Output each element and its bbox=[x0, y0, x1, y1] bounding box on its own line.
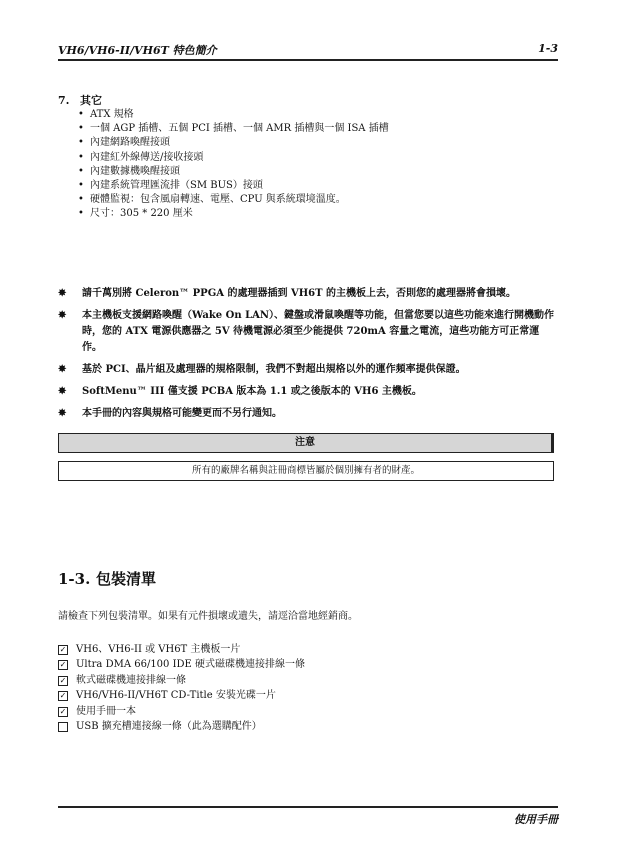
notice-title: 注意 bbox=[58, 433, 554, 453]
feature-item: • ATX 規格 bbox=[78, 108, 389, 122]
packing-item-text: USB 擴充槽連接線一條（此為選購配件） bbox=[76, 721, 262, 733]
asterisk-icon: ✸ bbox=[58, 310, 67, 321]
note-text: 本手冊的內容與規格可能變更而不另行通知。 bbox=[82, 408, 282, 419]
section-1-3-title: 包裝清單 bbox=[96, 570, 157, 588]
section-7-heading bbox=[58, 92, 102, 108]
packing-item-text: VH6、VH6-II 或 VH6T 主機板一片 bbox=[76, 644, 241, 655]
note-item bbox=[58, 406, 558, 422]
checked-box-icon: ✓ bbox=[59, 645, 67, 654]
packing-item bbox=[58, 704, 305, 719]
packing-item bbox=[58, 642, 305, 657]
notes-list bbox=[58, 286, 558, 428]
checked-box-icon: ✓ bbox=[59, 675, 67, 685]
feature-list bbox=[78, 108, 389, 222]
packing-item-text: Ultra DMA 66/100 IDE 硬式磁碟機連接排線一條 bbox=[76, 659, 306, 671]
packing-item bbox=[58, 673, 305, 688]
section-7-title: 其它 bbox=[80, 94, 102, 107]
note-text: 請千萬別將 Celeron™ PPGA 的處理器插到 VH6T 的主機板上去，否則您的處理器將會損壞。 bbox=[82, 288, 517, 299]
header-title: VH6/VH6-II/VH6T 特色簡介 bbox=[58, 44, 217, 57]
checked-box-icon: ✓ bbox=[59, 691, 67, 701]
packing-item-text: 軟式磁碟機連接排線一條 bbox=[76, 674, 186, 686]
section-1-3-heading bbox=[58, 568, 156, 589]
asterisk-icon: ✸ bbox=[58, 364, 67, 375]
asterisk-icon: ✸ bbox=[58, 408, 67, 419]
notice-box bbox=[58, 433, 554, 481]
packing-intro: 請檢查下列包裝清單。如果有元件損壞或遺失，請逕洽當地經銷商。 bbox=[58, 611, 358, 622]
footer-rule bbox=[58, 806, 558, 808]
feature-item: • 尺寸：305 * 220 厘米 bbox=[78, 207, 389, 221]
packing-list bbox=[58, 642, 305, 734]
asterisk-icon: ✸ bbox=[58, 386, 67, 397]
feature-item: • 一個 AGP 插槽、五個 PCI 插槽、一個 AMR 插槽與一個 ISA 插槽 bbox=[78, 122, 389, 136]
note-text: SoftMenu™ III 僅支援 PCBA 版本為 1.1 或之後版本的 VH6 主機板。 bbox=[82, 386, 422, 397]
checked-box-icon: ✓ bbox=[59, 660, 67, 670]
note-item bbox=[58, 286, 558, 302]
header-rule bbox=[58, 59, 558, 61]
packing-item bbox=[58, 657, 305, 672]
section-7-number: 7. bbox=[58, 94, 70, 107]
note-text: 基於 PCI、晶片組及處理器的規格限制，我們不對超出規格以外的運作頻率提供保證。 bbox=[82, 364, 466, 375]
checked-box-icon: ✓ bbox=[59, 706, 67, 716]
packing-item bbox=[58, 688, 305, 703]
feature-item: • 內建網路喚醒接頭 bbox=[78, 136, 389, 150]
asterisk-icon: ✸ bbox=[58, 288, 67, 299]
packing-item bbox=[58, 719, 305, 734]
note-item bbox=[58, 384, 558, 400]
feature-item: • 硬體監視：包含風扇轉速、電壓、CPU 與系統環境溫度。 bbox=[78, 193, 389, 207]
page-header bbox=[58, 42, 558, 58]
note-item bbox=[58, 362, 558, 378]
page-number: 1-3 bbox=[538, 42, 558, 55]
packing-item-text: 使用手冊一本 bbox=[76, 705, 136, 717]
footer-text: 使用手冊 bbox=[514, 813, 558, 826]
packing-item-text: VH6/VH6-II/VH6T CD-Title 安裝光碟一片 bbox=[76, 690, 276, 702]
notice-text: 所有的廠牌名稱與註冊商標皆屬於個別擁有者的財產。 bbox=[58, 461, 554, 481]
feature-item: • 內建紅外線傳送/接收接頭 bbox=[78, 151, 389, 165]
note-item bbox=[58, 308, 558, 356]
section-1-3-number: 1-3. bbox=[58, 570, 91, 588]
note-text: 本主機板支援網路喚醒（Wake On LAN）、鍵盤或滑鼠喚醒等功能，但當您要以這些功能來進行開機動作時，您的 ATX 電源供應器之 5V 待機電源必須至少能提供 720mA 容量之電流，這些功能方可正常運作。 bbox=[82, 310, 555, 353]
empty-box-icon bbox=[58, 722, 68, 732]
feature-item: • 內建數據機喚醒接頭 bbox=[78, 165, 389, 179]
feature-item: • 內建系統管理匯流排（SM BUS）接頭 bbox=[78, 179, 389, 193]
